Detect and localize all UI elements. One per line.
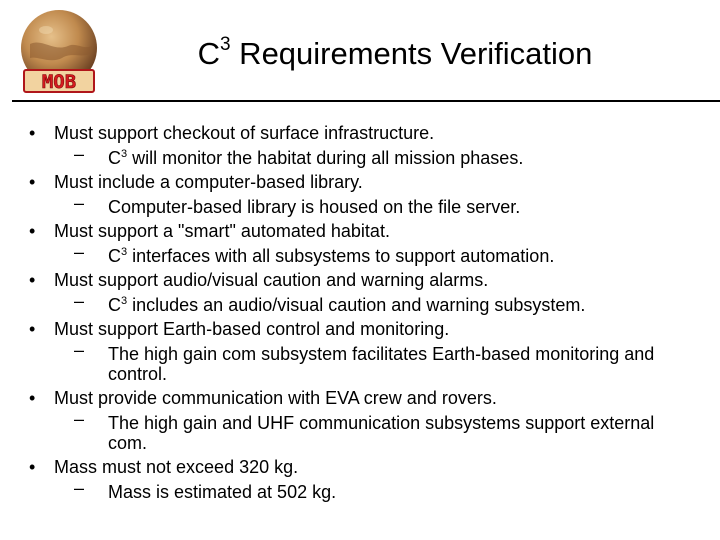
slide-title: $C^3$ Requirements Verification [197, 33, 593, 71]
sub-bullet-item: – Mass is estimated at 502 kg. [74, 478, 337, 502]
bullet-item: • Must support checkout of surface infrastructure. [29, 123, 435, 143]
bullet-marker: • [29, 221, 36, 241]
bullet-item: • Must include a computer-based library. [29, 172, 363, 192]
dash-marker: – [74, 144, 85, 164]
bullet-item: • Must support a "smart" automated habitat. [29, 221, 390, 241]
dash-marker: – [74, 193, 85, 213]
mars-mob-logo [16, 8, 102, 96]
dash-marker: – [74, 291, 85, 311]
sub-bullet-item: – The high gain and UHF communication subsystems support external com. [74, 409, 655, 453]
bullet-marker: • [29, 319, 36, 339]
sub-bullet-item: – $C^3$ includes an audio/visual caution and warning subsystem. [74, 291, 586, 315]
title-divider [12, 100, 720, 102]
bullet-item: • Must support Earth-based control and monitoring. [29, 319, 450, 339]
bullet-marker: • [29, 123, 36, 143]
sub-bullet-item: – $C^3$ will monitor the habitat during all mission phases. [74, 144, 524, 168]
dash-marker: – [74, 478, 85, 498]
bullet-marker: • [29, 388, 36, 408]
sub-bullet-item: – $C^3$ interfaces with all subsystems to support automation. [74, 242, 555, 266]
mars-crater [39, 26, 53, 34]
dash-marker: – [74, 340, 85, 360]
sub-bullet-item: – Computer-based library is housed on the file server. [74, 193, 521, 217]
bullet-item: • Must provide communication with EVA crew and rovers. [29, 388, 497, 408]
bullet-marker: • [29, 457, 36, 477]
bullet-marker: • [29, 172, 36, 192]
dash-marker: – [74, 242, 85, 262]
bullet-item: • Must support audio/visual caution and warning alarms. [29, 270, 489, 290]
dash-marker: – [74, 409, 85, 429]
sub-bullet-item: – The high gain com subsystem facilitates Earth-based monitoring and control. [74, 340, 655, 384]
mob-badge-text: MOB [41, 71, 77, 93]
bullet-list [26, 122, 696, 505]
bullet-item: • Mass must not exceed 320 kg. [29, 457, 299, 477]
bullet-marker: • [29, 270, 36, 290]
